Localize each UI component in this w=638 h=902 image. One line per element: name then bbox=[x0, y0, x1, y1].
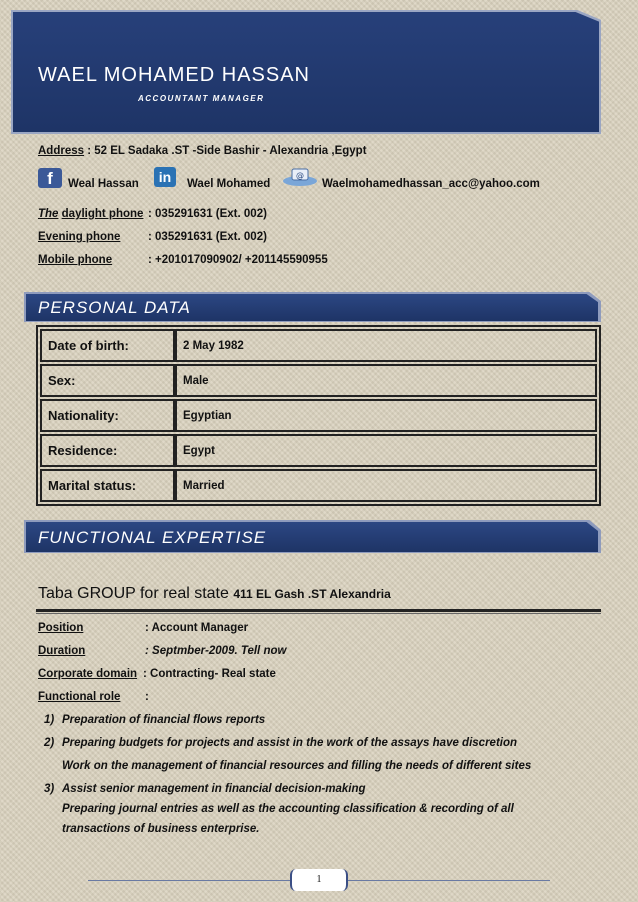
company-divider-thin bbox=[36, 613, 601, 614]
company-divider bbox=[36, 609, 601, 612]
evening-phone-value: : 035291631 (Ext. 002) bbox=[148, 231, 267, 243]
linkedin-icon[interactable]: in bbox=[154, 167, 176, 187]
marital-status-value: Married bbox=[175, 469, 597, 502]
mobile-phone-value: : +201017090902/ +201145590955 bbox=[148, 254, 328, 266]
role-item-text: transactions of business enterprise. bbox=[62, 823, 260, 835]
table-row bbox=[40, 469, 597, 502]
candidate-name: WAEL MOHAMED HASSAN bbox=[38, 64, 310, 86]
marital-status-label: Marital status: bbox=[40, 469, 175, 502]
residence-value: Egypt bbox=[175, 434, 597, 467]
linkedin-name[interactable]: Wael Mohamed bbox=[187, 178, 271, 190]
role-item-text: Preparing journal entries as well as the accounting classification & recording of all bbox=[62, 803, 514, 815]
facebook-icon[interactable]: f bbox=[38, 168, 62, 188]
nationality-value: Egyptian bbox=[175, 399, 597, 432]
role-item-text: Work on the management of financial resources and filling the needs of different sites bbox=[62, 760, 532, 772]
svg-text:@: @ bbox=[296, 171, 304, 180]
duration-label: Duration bbox=[38, 645, 86, 657]
evening-phone-label: Evening phone bbox=[38, 231, 121, 243]
role-item-number: 1) bbox=[44, 714, 55, 726]
residence-label: Residence: bbox=[40, 434, 175, 467]
dob-value: 2 May 1982 bbox=[175, 329, 597, 362]
address-line bbox=[38, 145, 367, 157]
dob-label: Date of birth: bbox=[40, 329, 175, 362]
candidate-role: ACCOUNTANT MANAGER bbox=[138, 94, 265, 103]
address-label: Address bbox=[38, 145, 85, 157]
company-line bbox=[38, 585, 391, 603]
address-value: : 52 EL Sadaka .ST -Side Bashir - Alexandria ,Egypt bbox=[87, 145, 367, 157]
functional-role-label: Functional role bbox=[38, 691, 121, 703]
sex-value: Male bbox=[175, 364, 597, 397]
daylight-label-rest: daylight phone bbox=[61, 208, 144, 220]
role-item-number: 3) bbox=[44, 783, 55, 795]
functional-expertise-title: FUNCTIONAL EXPERTISE bbox=[38, 528, 267, 547]
role-item-text: Preparation of financial flows reports bbox=[62, 714, 266, 726]
company-address: 411 EL Gash .ST Alexandria bbox=[233, 587, 391, 601]
role-item-text: Assist senior management in financial decision-making bbox=[62, 783, 366, 795]
functional-role-colon: : bbox=[145, 691, 149, 703]
position-value: : Account Manager bbox=[145, 622, 249, 634]
sex-label: Sex: bbox=[40, 364, 175, 397]
corporate-domain-label: Corporate domain bbox=[38, 668, 138, 680]
role-item-text: Preparing budgets for projects and assist in the work of the assays have discretion bbox=[62, 737, 518, 749]
position-label: Position bbox=[38, 622, 84, 634]
table-row bbox=[40, 329, 597, 362]
facebook-name[interactable]: Weal Hassan bbox=[68, 178, 139, 190]
corporate-domain-value: : Contracting- Real state bbox=[143, 668, 276, 680]
daylight-label-the: The bbox=[38, 208, 59, 220]
personal-data-title: PERSONAL DATA bbox=[38, 298, 191, 317]
page-number: 1 bbox=[290, 869, 348, 891]
daylight-phone-value: : 035291631 (Ext. 002) bbox=[148, 208, 267, 220]
daylight-phone-label bbox=[38, 208, 143, 220]
nationality-label: Nationality: bbox=[40, 399, 175, 432]
email-icon[interactable] bbox=[282, 167, 318, 187]
table-row bbox=[40, 364, 597, 397]
mobile-phone-label: Mobile phone bbox=[38, 254, 113, 266]
table-row bbox=[40, 434, 597, 467]
email-address[interactable]: Waelmohamedhassan_acc@yahoo.com bbox=[322, 178, 540, 190]
personal-data-table bbox=[36, 325, 601, 506]
company-name: Taba GROUP for real state bbox=[38, 585, 229, 602]
duration-value: : Septmber-2009. Tell now bbox=[145, 645, 287, 657]
table-row bbox=[40, 399, 597, 432]
role-item-number: 2) bbox=[44, 737, 55, 749]
